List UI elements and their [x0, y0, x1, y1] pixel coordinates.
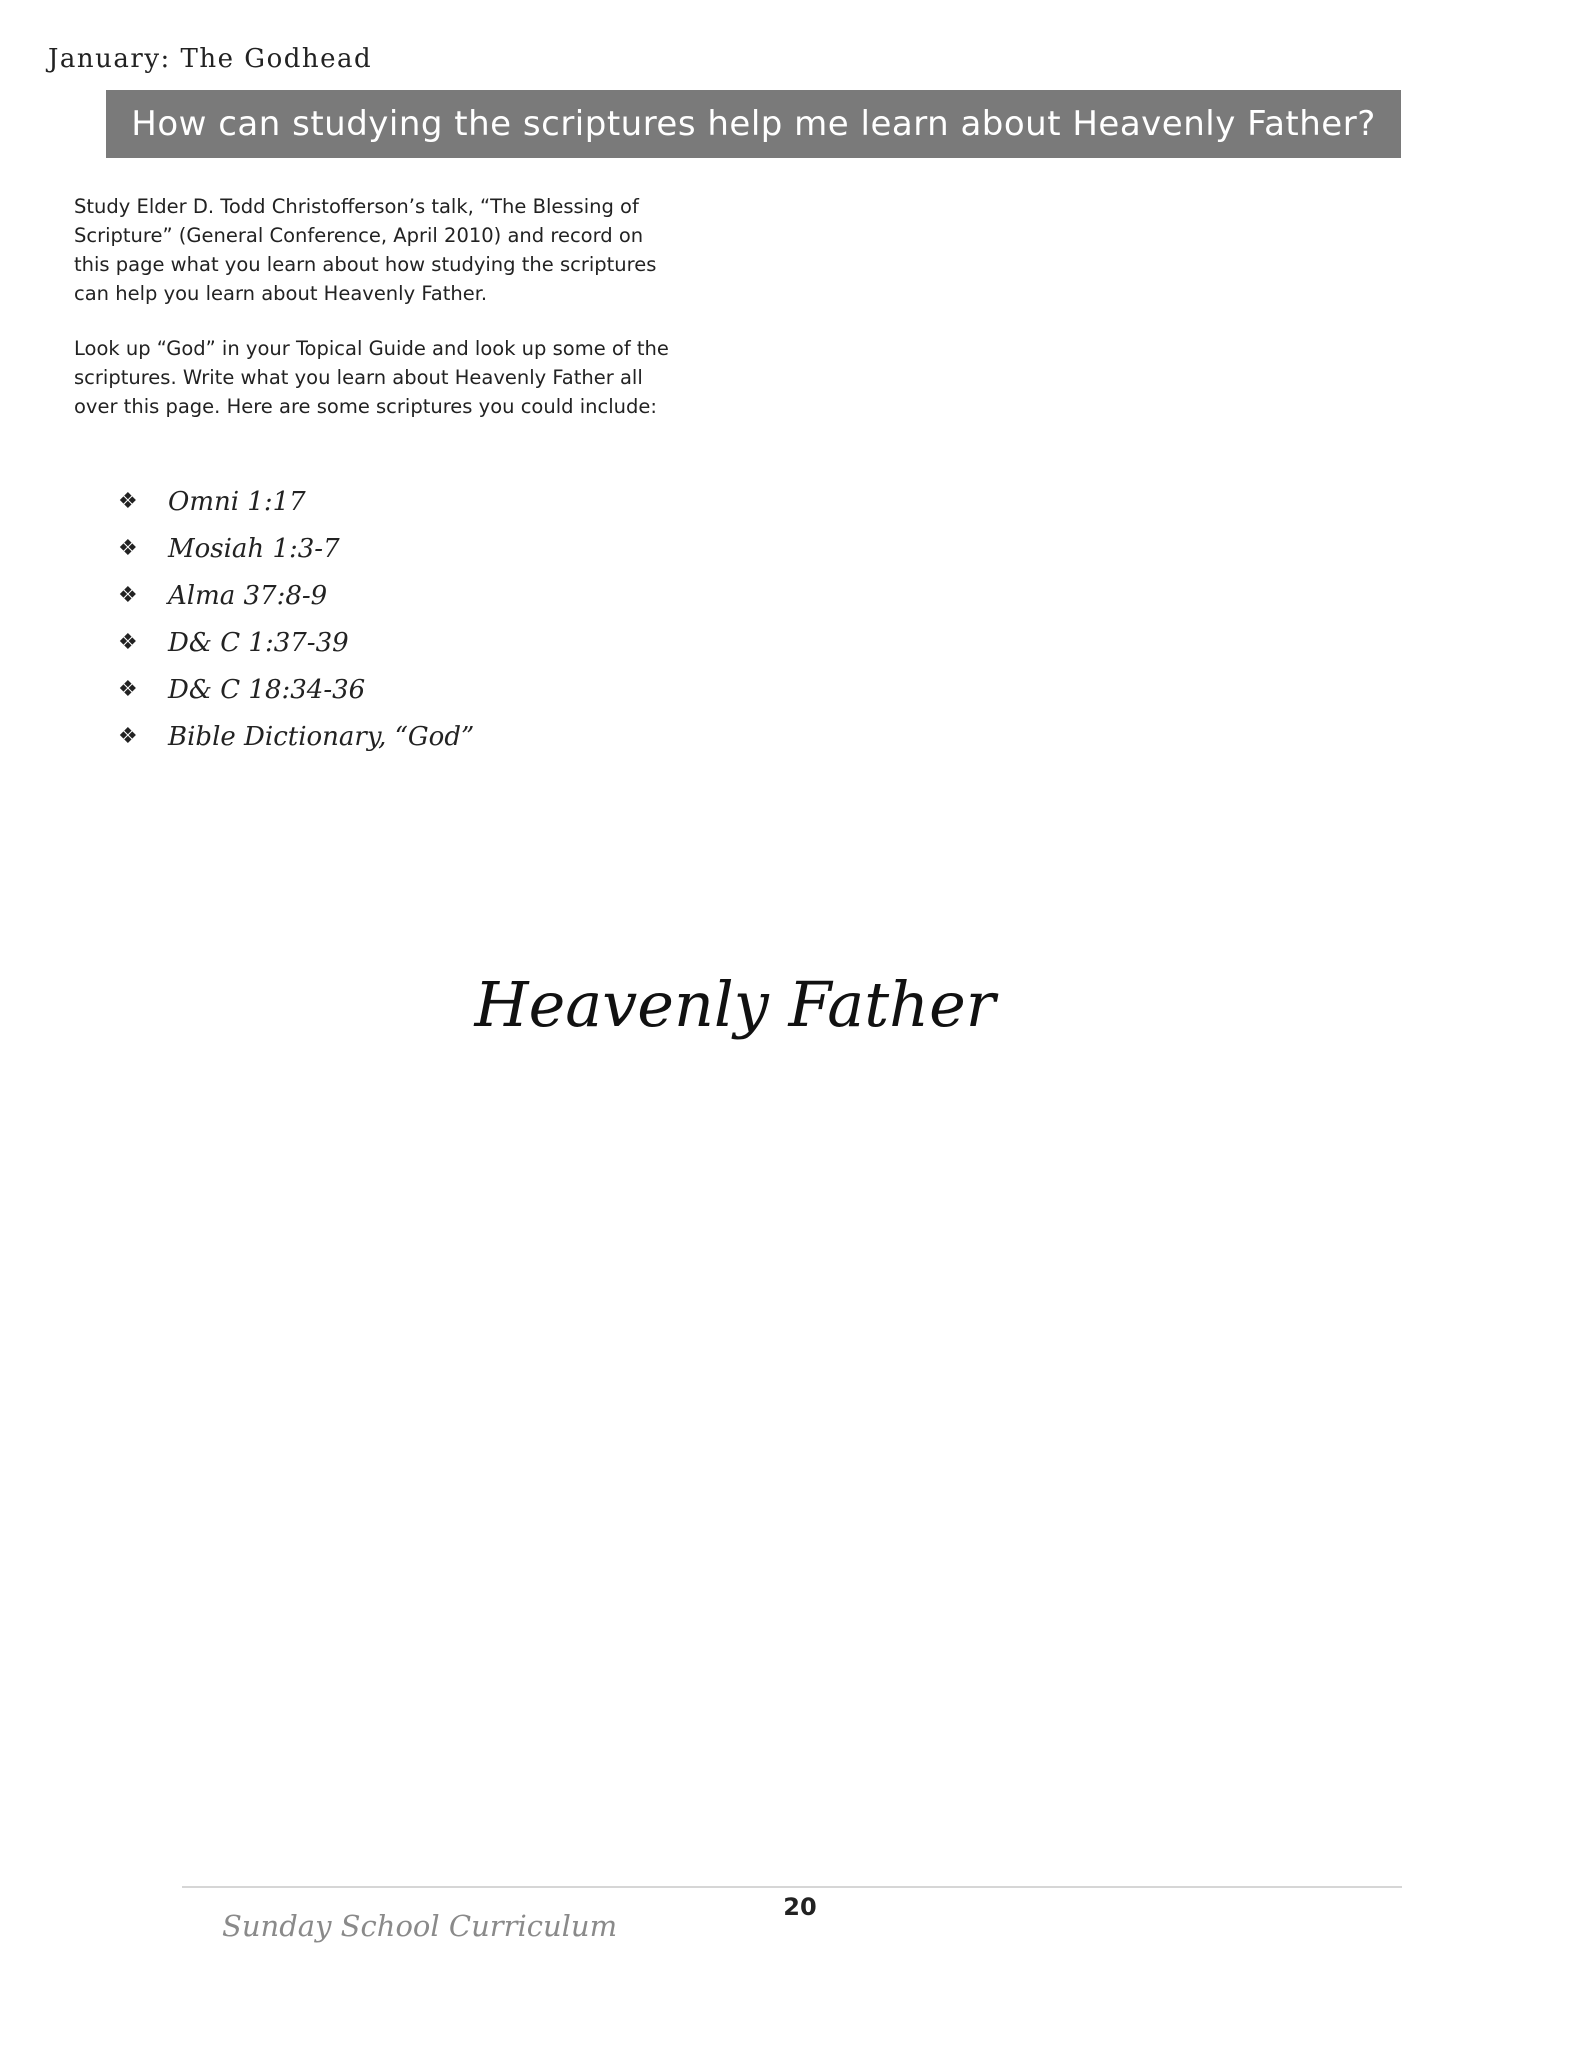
scripture-list [118, 478, 474, 760]
scripture-reference: Bible Dictionary, “God” [168, 721, 475, 752]
instructions [74, 192, 684, 447]
diamond-bullet-icon: ❖ [118, 489, 138, 514]
diamond-bullet-icon: ❖ [118, 583, 138, 608]
running-head: January: The Godhead [48, 44, 373, 74]
scripture-reference: Omni 1:17 [168, 486, 306, 517]
instruction-paragraph: Look up “God” in your Topical Guide and look up some of the scriptures. Write what you learn about Heavenly Father all over this page. Here are some scriptures you could include: [74, 337, 669, 418]
list-item [118, 572, 474, 619]
scripture-reference: Mosiah 1:3-7 [168, 533, 340, 564]
list-item [118, 619, 474, 666]
list-item [118, 478, 474, 525]
diamond-bullet-icon: ❖ [118, 724, 138, 749]
page-number: 20 [783, 1893, 817, 1921]
footer-divider [182, 1886, 1402, 1888]
scripture-reference: Alma 37:8-9 [168, 580, 328, 611]
diamond-bullet-icon: ❖ [118, 536, 138, 561]
diamond-bullet-icon: ❖ [118, 677, 138, 702]
footer-brand: Sunday School Curriculum [222, 1909, 618, 1943]
center-heading: Heavenly Father [474, 968, 996, 1041]
list-item [118, 666, 474, 713]
list-item [118, 713, 474, 760]
diamond-bullet-icon: ❖ [118, 630, 138, 655]
banner-title: How can studying the scriptures help me learn about Heavenly Father? [131, 104, 1376, 144]
scripture-reference: D& C 1:37-39 [168, 627, 349, 658]
list-item [118, 525, 474, 572]
scripture-reference: D& C 18:34-36 [168, 674, 366, 705]
section-banner [106, 90, 1401, 158]
instruction-paragraph: Study Elder D. Todd Christofferson’s talk, “The Blessing of Scripture” (General Conference, April 2010) and record on this page what you learn about how studying the scriptures can help you learn about Heavenly Father. [74, 195, 657, 305]
